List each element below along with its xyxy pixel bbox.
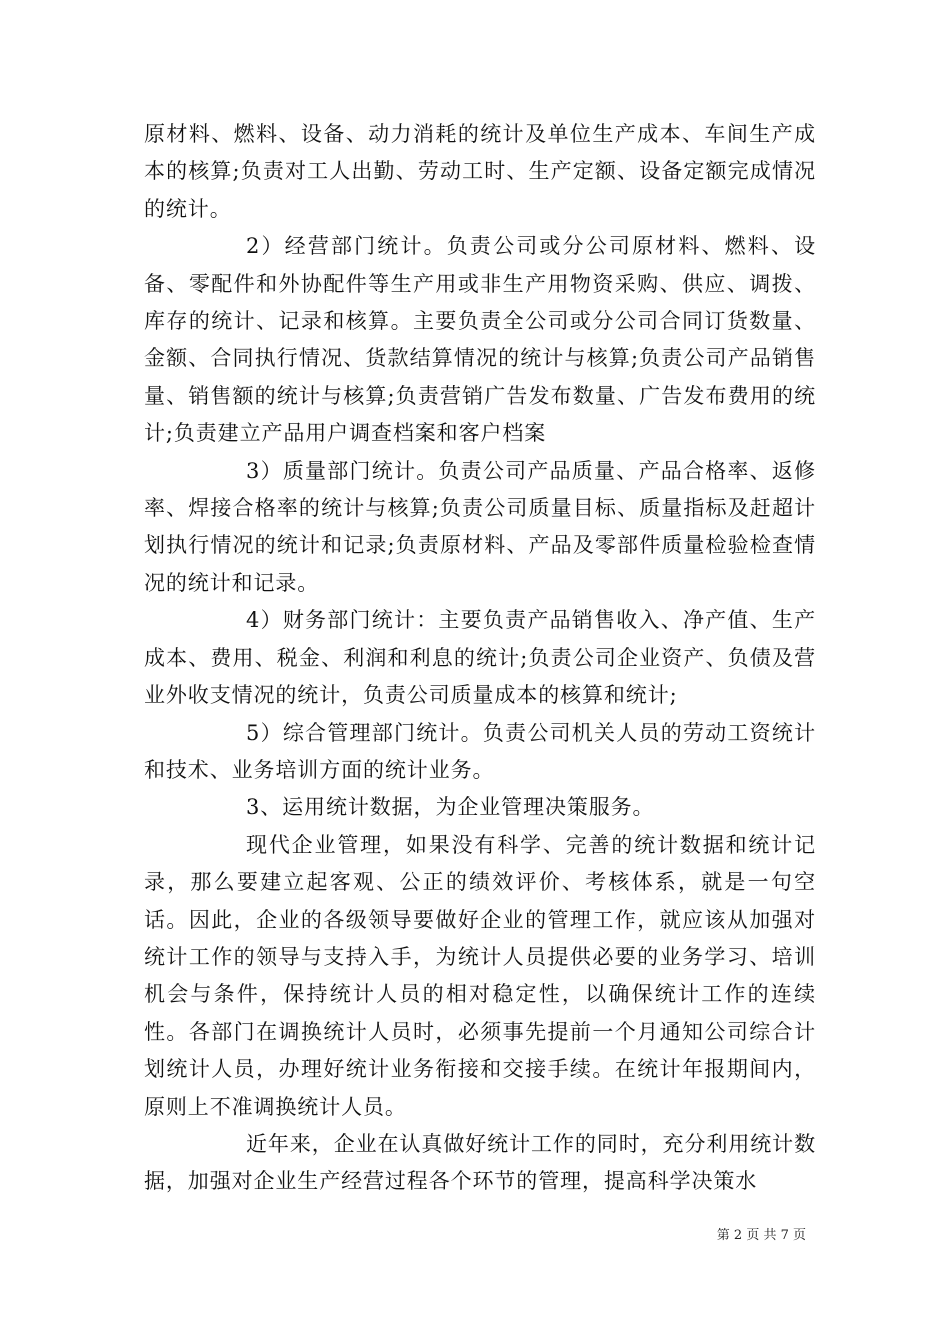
document-body	[144, 116, 816, 1201]
paragraph-3: 3）质量部门统计。负责公司产品质量、产品合格率、返修率、焊接合格率的统计与核算;负责公司质量目标、质量指标及赶超计划执行情况的统计和记录;负责原材料、产品及零部件质量检验检查情况的统计和记录。	[144, 458, 816, 595]
paragraph-6: 3、运用统计数据，为企业管理决策服务。	[246, 795, 655, 820]
paragraph-7: 现代企业管理，如果没有科学、完善的统计数据和统计记录，那么要建立起客观、公正的绩效评价、考核体系，就是一句空话。因此，企业的各级领导要做好企业的管理工作，就应该从加强对统计工作的领导与支持入手，为统计人员提供必要的业务学习、培训机会与条件，保持统计人员的相对稳定性，以确保统计工作的连续性。各部门在调换统计人员时，必须事先提前一个月通知公司综合计划统计人员，办理好统计业务衔接和交接手续。在统计年报期间内，原则上不准调换统计人员。	[144, 832, 816, 1119]
paragraph-2: 2）经营部门统计。负责公司或分公司原材料、燃料、设备、零配件和外协配件等生产用或非生产用物资采购、供应、调拨、库存的统计、记录和核算。主要负责全公司或分公司合同订货数量、金额、合同执行情况、货款结算情况的统计与核算;负责公司产品销售量、销售额的统计与核算;负责营销广告发布数量、广告发布费用的统计;负责建立产品用户调查档案和客户档案	[144, 234, 816, 446]
paragraph-4: 4）财务部门统计：主要负责产品销售收入、净产值、生产成本、费用、税金、利润和利息的统计;负责公司企业资产、负债及营业外收支情况的统计，负责公司质量成本的核算和统计;	[144, 608, 816, 708]
paragraph-1: 原材料、燃料、设备、动力消耗的统计及单位生产成本、车间生产成本的核算;负责对工人出勤、劳动工时、生产定额、设备定额完成情况的统计。	[144, 122, 816, 221]
paragraph-5: 5）综合管理部门统计。负责公司机关人员的劳动工资统计和技术、业务培训方面的统计业务。	[144, 720, 816, 782]
paragraph-8: 近年来，企业在认真做好统计工作的同时，充分利用统计数据，加强对企业生产经营过程各个环节的管理，提高科学决策水	[144, 1131, 816, 1194]
page-number-footer: 第 2 页 共 7 页	[716, 1228, 806, 1243]
